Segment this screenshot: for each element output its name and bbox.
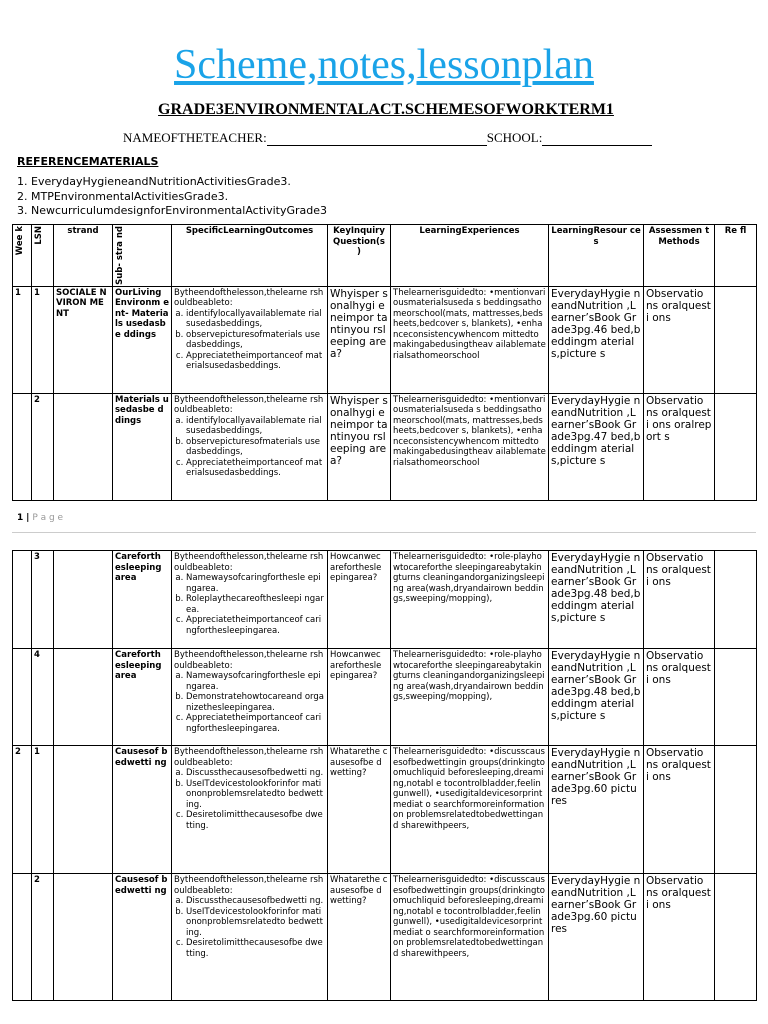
cell-outcomes	[172, 393, 328, 500]
page-separator: |	[26, 513, 30, 523]
table-row	[13, 393, 757, 500]
outcomes-intro: Bytheendofthelesson,thelearne rshouldbeableto:	[174, 394, 324, 416]
outcome-item: b. UseITdevicestolookforinfor mationonproblemsrelatedto bedwetting.	[186, 907, 325, 939]
footer-rule	[12, 532, 756, 533]
header-strand: strand	[54, 225, 113, 287]
cell-strand	[54, 393, 113, 500]
cell-week	[13, 874, 32, 1001]
outcomes-intro: Bytheendofthelesson,thelearne rshouldbeableto:	[174, 747, 324, 768]
cell-week	[13, 393, 32, 500]
table-row	[13, 874, 757, 1001]
cell-experiences: Thelearnerisguidedto: •mentionvariousmaterialsuseda s beddingsathomeorschool(mats, mattresses,bedsheets,bedcover s, blankets), •enhanceconsistencywhencom mittedtomakingabedusingtheav ailablematerialsathomeorschool	[391, 393, 549, 500]
cell-experiences: Thelearnerisguidedto: •role-playhowtocareforthe sleepingareabytakingturns cleaningandorganizingsleeping area(wash,dryandairown beddings,sweeping/mopping),	[391, 551, 549, 649]
cell-question: Howcanwec arefortheslе epingarea?	[328, 649, 391, 746]
outcome-item: a. Namewaysofcaringforthesle epingarea.	[186, 671, 325, 692]
reference-list	[17, 175, 327, 219]
cell-lsn: 2	[32, 393, 54, 500]
cell-resources: EverydayHygie neandNutrition ,Learner’sBook Grade3pg.48 bed,beddingm aterials,picture s	[549, 551, 644, 649]
header-substrand: Sub- stra nd	[113, 225, 172, 287]
table-row	[13, 746, 757, 874]
cell-substrand: Materials usedasbe ddings	[113, 393, 172, 500]
header-assessment: Assessmen tMethods	[644, 225, 715, 287]
page-word: P a g e	[32, 513, 64, 523]
page-footer	[17, 513, 63, 523]
header-question: KeyInquiry Question(s )	[328, 225, 391, 287]
cell-substrand: Causesof bedwetti ng	[113, 746, 172, 874]
cell-week	[13, 649, 32, 746]
cell-week: 1	[13, 286, 32, 393]
cell-experiences: Thelearnerisguidedto: •discusscausesofbedwettingin groups(drinkingtoomuchliquid beforesleeping,dreaming,notabl e tocontrolbladder,feelingunwell), •usedigitaldevicesorprintmediat o searchformoreinformationon problemsrelatedtobedwettingan d sharewithpeers,	[391, 874, 549, 1001]
cell-question: Whatarethe causesofbe dwetting?	[328, 746, 391, 874]
header-week: Wee k	[13, 225, 32, 287]
outcomes-list	[174, 896, 325, 959]
outcome-item: a. Namewaysofcaringforthesle epingarea.	[186, 573, 325, 594]
reference-heading: REFERENCEMATERIALS	[17, 155, 159, 168]
cell-strand	[54, 649, 113, 746]
cell-lsn: 1	[32, 746, 54, 874]
cell-lsn: 1	[32, 286, 54, 393]
outcome-item: b. UseITdevicestolookforinfor mationonproblemsrelatedto bedwetting.	[186, 779, 325, 811]
cell-assessment: Observatio ns oralquesti ons	[644, 551, 715, 649]
cell-reflection	[715, 393, 757, 500]
cell-outcomes	[172, 649, 328, 746]
cell-experiences: Thelearnerisguidedto: •role-playhowtocareforthe sleepingareabytakingturns cleaningandorganizingsleeping area(wash,dryandairown beddings,sweeping/mopping),	[391, 649, 549, 746]
outcome-item: a. Discussthecausesofbedwetti ng.	[186, 896, 325, 907]
cell-substrand: Causesof bedwetti ng	[113, 874, 172, 1001]
cell-assessment: Observatio ns oralquesti ons	[644, 874, 715, 1001]
cell-resources: EverydayHygie neandNutrition ,Learner’sBook Grade3pg.60 pictures	[549, 746, 644, 874]
table-row	[13, 286, 757, 393]
outcomes-list	[174, 309, 325, 372]
outcome-item: a. identifylocallyavailablemate rialsusedasbeddings,	[186, 416, 325, 437]
header-outcomes: SpecificLearningOutcomes	[172, 225, 328, 287]
cell-experiences: Thelearnerisguidedto: •mentionvariousmaterialsuseda s beddingsathomeorschool(mats, mattresses,bedsheets,bedcover s, blankets), •enhanceconsistencywhencom mittedtomakingabedusingtheav ailablematerialsathomeorschool	[391, 286, 549, 393]
outcomes-intro: Bytheendofthelesson,thelearne rshouldbeableto:	[174, 552, 324, 573]
document-title: Scheme,notes,lessonplan	[174, 42, 594, 88]
table-header-row	[13, 225, 757, 287]
page-number: 1	[17, 513, 24, 523]
cell-strand: SOCIALE NVIRON MENT	[54, 286, 113, 393]
scheme-table-page2	[12, 550, 757, 1001]
outcome-item: b. observepicturesofmaterials usedasbeddings,	[186, 330, 325, 351]
cell-question: Howcanwec arefortheslе epingarea?	[328, 551, 391, 649]
school-name-blank	[542, 133, 652, 146]
cell-experiences: Thelearnerisguidedto: •discusscausesofbedwettingin groups(drinkingtoomuchliquid beforesleeping,dreaming,notabl e tocontrolbladder,feelingunwell), •usedigitaldevicesorprintmediat o searchformoreinformationon problemsrelatedtobedwettingan d sharewithpeers,	[391, 746, 549, 874]
cell-reflection	[715, 286, 757, 393]
outcome-item: c. Desiretolimitthecausesofbe dwetting.	[186, 938, 325, 959]
cell-assessment: Observatio ns oralquesti ons	[644, 649, 715, 746]
outcomes-list	[174, 671, 325, 734]
cell-outcomes	[172, 874, 328, 1001]
teacher-name-blank	[267, 133, 487, 146]
header-lsn: LSN	[32, 225, 54, 287]
cell-lsn: 3	[32, 551, 54, 649]
outcome-item: b. Roleplaythecareofthesleepi ngarea.	[186, 594, 325, 615]
outcome-item: a. Discussthecausesofbedwetti ng.	[186, 768, 325, 779]
outcome-item: c. Appreciatetheimportanceof materialsusedasbeddings.	[186, 351, 325, 372]
outcomes-list	[174, 416, 325, 479]
document-subtitle: GRADE3ENVIRONMENTALACT.SCHEMESOFWORKTERM1	[158, 101, 614, 118]
cell-strand	[54, 746, 113, 874]
school-label: SCHOOL:	[486, 130, 543, 145]
cell-outcomes	[172, 551, 328, 649]
cell-substrand: Careforth esleeping area	[113, 649, 172, 746]
scheme-table-page1	[12, 224, 757, 501]
outcomes-list	[174, 573, 325, 636]
cell-week: 2	[13, 746, 32, 874]
cell-reflection	[715, 746, 757, 874]
cell-lsn: 4	[32, 649, 54, 746]
outcomes-intro: Bytheendofthelesson,thelearne rshouldbeableto:	[174, 650, 324, 671]
cell-reflection	[715, 874, 757, 1001]
outcome-item: c. Desiretolimitthecausesofbe dwetting.	[186, 810, 325, 831]
table-row	[13, 551, 757, 649]
header-resources: LearningResour ces	[549, 225, 644, 287]
cell-strand	[54, 874, 113, 1001]
outcomes-intro: Bytheendofthelesson,thelearne rshouldbeableto:	[174, 875, 324, 896]
cell-outcomes	[172, 746, 328, 874]
outcome-item: c. Appreciatetheimportanceof caringforthesleepingarea.	[186, 615, 325, 636]
cell-resources: EverydayHygie neandNutrition ,Learner’sBook Grade3pg.46 bed,beddingm aterials,picture s	[549, 286, 644, 393]
cell-resources: EverydayHygie neandNutrition ,Learner’sBook Grade3pg.48 bed,beddingm aterials,picture s	[549, 649, 644, 746]
header-reflection: Re fl	[715, 225, 757, 287]
cell-substrand: Careforth esleeping area	[113, 551, 172, 649]
reference-item: 2. MTPEnvironmentalActivitiesGrade3.	[17, 189, 229, 203]
cell-substrand: OurLiving Environm ent- Materials usedasbe ddings	[113, 286, 172, 393]
teacher-label: NAMEOFTHETEACHER:	[123, 130, 267, 145]
cell-assessment: Observatio ns oralquesti ons	[644, 746, 715, 874]
reference-item: 1. EverydayHygieneandNutritionActivitiesGrade3.	[17, 175, 291, 188]
outcomes-intro: Bytheendofthelesson,thelearne rshouldbeableto:	[174, 287, 324, 309]
cell-resources: EverydayHygie neandNutrition ,Learner’sBook Grade3pg.47 bed,beddingm aterials,picture s	[549, 393, 644, 500]
outcome-item: a. identifylocallyavailablemate rialsusedasbeddings,	[186, 309, 325, 330]
reference-item: 3. NewcurriculumdesignforEnvironmentalActivityGrade3	[17, 204, 327, 217]
header-experiences: LearningExperiences	[391, 225, 549, 287]
cell-question: Whatarethe causesofbe dwetting?	[328, 874, 391, 1001]
cell-question: Whyisper sonalhygi eneimpor tantinyou rsleeping area?	[328, 393, 391, 500]
cell-outcomes	[172, 286, 328, 393]
outcome-item: b. observepicturesofmaterials usedasbeddings,	[186, 437, 325, 458]
outcome-item: b. Demonstratehowtocareand organizethesleepingarea.	[186, 692, 325, 713]
cell-resources: EverydayHygie neandNutrition ,Learner’sBook Grade3pg.60 pictures	[549, 874, 644, 1001]
cell-reflection	[715, 551, 757, 649]
cell-assessment: Observatio ns oralquesti ons oralreport s	[644, 393, 715, 500]
cell-reflection	[715, 649, 757, 746]
cell-week	[13, 551, 32, 649]
teacher-school-line	[123, 130, 652, 146]
cell-lsn: 2	[32, 874, 54, 1001]
cell-strand	[54, 551, 113, 649]
outcome-item: c. Appreciatetheimportanceof caringforthesleepingarea.	[186, 713, 325, 734]
outcomes-list	[174, 768, 325, 831]
cell-assessment: Observatio ns oralquesti ons	[644, 286, 715, 393]
cell-question: Whyisper sonalhygi eneimpor tantinyou rsleeping area?	[328, 286, 391, 393]
table-row	[13, 649, 757, 746]
outcome-item: c. Appreciatetheimportanceof materialsusedasbeddings.	[186, 458, 325, 479]
